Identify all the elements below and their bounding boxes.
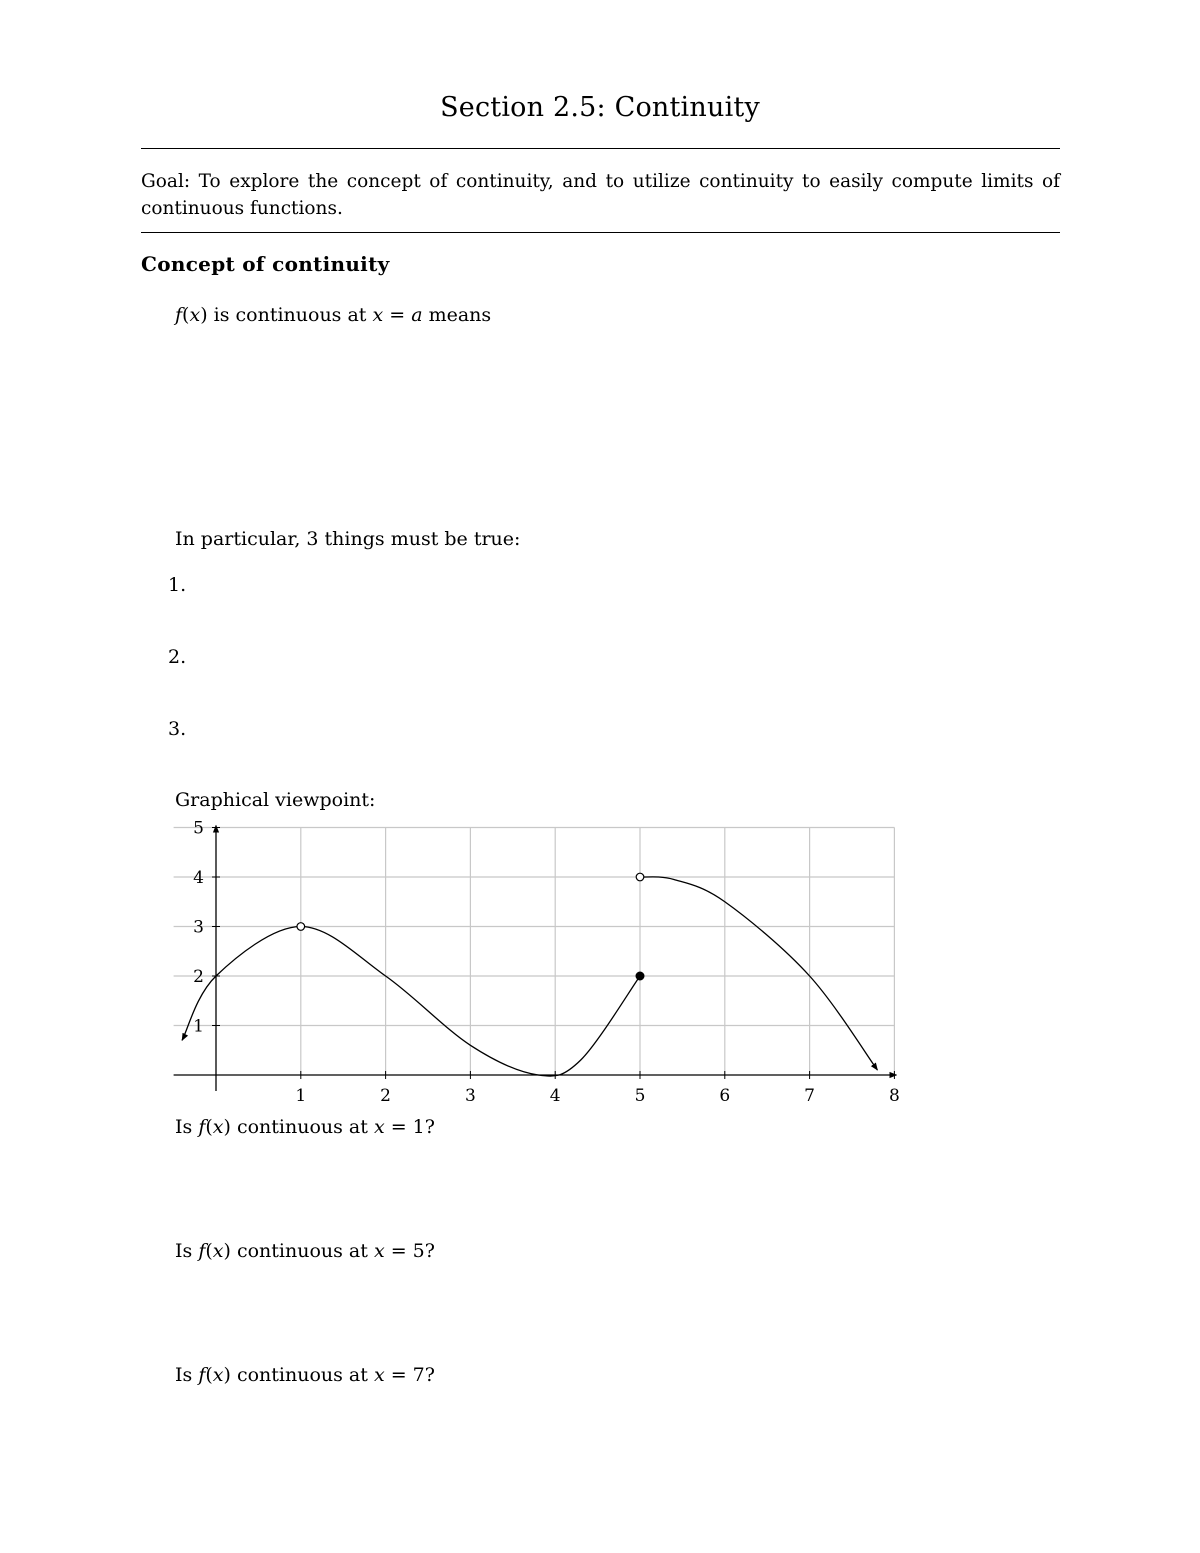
y-tick-label-3: 3	[193, 917, 204, 938]
question-2-x: x	[212, 1240, 224, 1262]
curve-right-piece	[640, 877, 877, 1070]
question-3-f: f	[198, 1364, 206, 1386]
question-3-prefix: Is	[175, 1364, 193, 1386]
curve-left-piece	[182, 927, 640, 1077]
y-tick-label-1: 1	[193, 1016, 204, 1037]
question-2-prefix: Is	[175, 1240, 193, 1262]
list-item-1: 1.	[168, 574, 187, 596]
x-tick-label-5: 5	[634, 1086, 646, 1106]
list-item-2: 2.	[168, 646, 187, 668]
question-3-value: 7?	[412, 1364, 435, 1386]
open-point-1	[297, 923, 305, 931]
question-1-x2: x	[373, 1116, 385, 1138]
variable-x-2: x	[372, 304, 384, 326]
x-tick-label-8: 8	[888, 1086, 900, 1106]
bottom-rule	[141, 232, 1060, 233]
question-1-mid: continuous at	[236, 1116, 368, 1138]
question-1-value: 1?	[412, 1116, 435, 1138]
function-f: f	[175, 304, 183, 326]
graph-grid	[174, 828, 895, 1076]
question-2: Is f(x) continuous at x = 5?	[175, 1240, 435, 1262]
question-1-f: f	[198, 1116, 206, 1138]
graph-labels	[193, 819, 900, 1107]
question-3-mid: continuous at	[236, 1364, 368, 1386]
x-tick-label-2: 2	[380, 1086, 392, 1106]
question-1-prefix: Is	[175, 1116, 193, 1138]
question-3-x: x	[212, 1364, 224, 1386]
question-3: Is f(x) continuous at x = 7?	[175, 1364, 435, 1386]
goal-statement: Goal: To explore the concept of continuity, and to utilize continuity to easily compute limits of continuous functions.	[141, 171, 1060, 219]
definition-text-2: means	[428, 304, 492, 326]
question-2-f: f	[198, 1240, 206, 1262]
y-tick-label-5: 5	[193, 818, 204, 839]
closed-point-1	[636, 972, 644, 980]
open-point-2	[636, 873, 644, 881]
variable-x: x	[189, 304, 201, 326]
graph-label: Graphical viewpoint:	[175, 789, 376, 811]
question-2-mid: continuous at	[236, 1240, 368, 1262]
y-tick-label-4: 4	[193, 868, 204, 888]
page-title: Section 2.5: Continuity	[440, 92, 760, 123]
top-rule	[141, 148, 1060, 149]
variable-a: a	[411, 304, 423, 326]
graph-axes	[174, 826, 897, 1092]
x-tick-label-6: 6	[719, 1086, 731, 1106]
section-heading: Concept of continuity	[141, 252, 390, 276]
definition-line: f(x) is continuous at x = a means	[175, 304, 492, 326]
question-1: Is f(x) continuous at x = 1?	[175, 1116, 435, 1138]
definition-text-1: is continuous at	[213, 304, 367, 326]
question-2-x2: x	[373, 1240, 385, 1262]
list-item-3: 3.	[168, 718, 187, 740]
particular-statement: In particular, 3 things must be true:	[175, 528, 521, 550]
x-tick-label-1: 1	[295, 1086, 307, 1106]
x-tick-label-3: 3	[464, 1086, 476, 1106]
function-graph	[160, 815, 920, 1115]
y-tick-label-2: 2	[193, 967, 204, 987]
question-3-x2: x	[373, 1364, 385, 1386]
x-tick-label-4: 4	[549, 1086, 561, 1106]
question-2-value: 5?	[412, 1240, 435, 1262]
x-tick-label-7: 7	[804, 1086, 816, 1106]
question-1-x: x	[212, 1116, 224, 1138]
